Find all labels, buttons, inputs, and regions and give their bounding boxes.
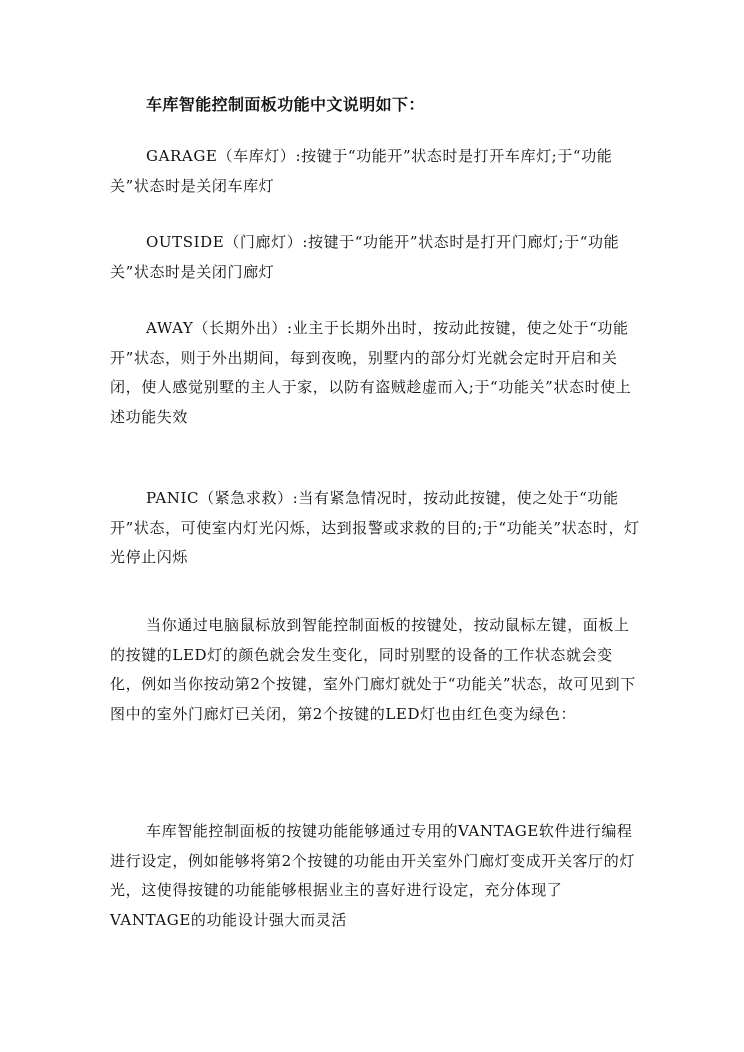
paragraph-mouse-operation: 当你通过电脑鼠标放到智能控制面板的按键处，按动鼠标左键，面板上的按键的LED灯的颜色就会发生变化，同时别墅的设备的工作状态就会变化，例如当你按动第2个按键，室外门廊灯就处于“功能关”状态，故可见到下图中的室外门廊灯已关闭，第2个按键的LED灯也由红色变为绿色：: [110, 616, 636, 723]
paragraph-garage: GARAGE（车库灯）:按键于“功能开”状态时是打开车库灯;于“功能关”状态时是关闭车库灯: [110, 147, 613, 195]
paragraph-outside: OUTSIDE（门廊灯）:按键于“功能开”状态时是打开门廊灯;于“功能关”状态时是关闭门廊灯: [110, 233, 620, 281]
paragraph-away: AWAY（长期外出）:业主于长期外出时，按动此按键，使之处于“功能开”状态，则于外出期间，每到夜晚，别墅内的部分灯光就会定时开启和关闭，使人感觉别墅的主人于家，以防有盗贼趁虚而入;于“功能关”状态时使上述功能失效: [110, 319, 632, 426]
paragraph-panic: PANIC（紧急求救）:当有紧急情况时，按动此按键，使之处于“功能开”状态，可使室内灯光闪烁，达到报警或求救的目的;于“功能关”状态时，灯光停止闪烁: [110, 489, 640, 566]
paragraph-vantage-programming: 车库智能控制面板的按键功能能够通过专用的VANTAGE软件进行编程进行设定，例如能够将第2个按键的功能由开关室外门廊灯变成开关客厅的灯光，这使得按键的功能能够根据业主的喜好进行设定，充分体现了VANTAGE的功能设计强大而灵活: [110, 822, 635, 929]
document-title: 车库智能控制面板功能中文说明如下：: [146, 95, 425, 114]
